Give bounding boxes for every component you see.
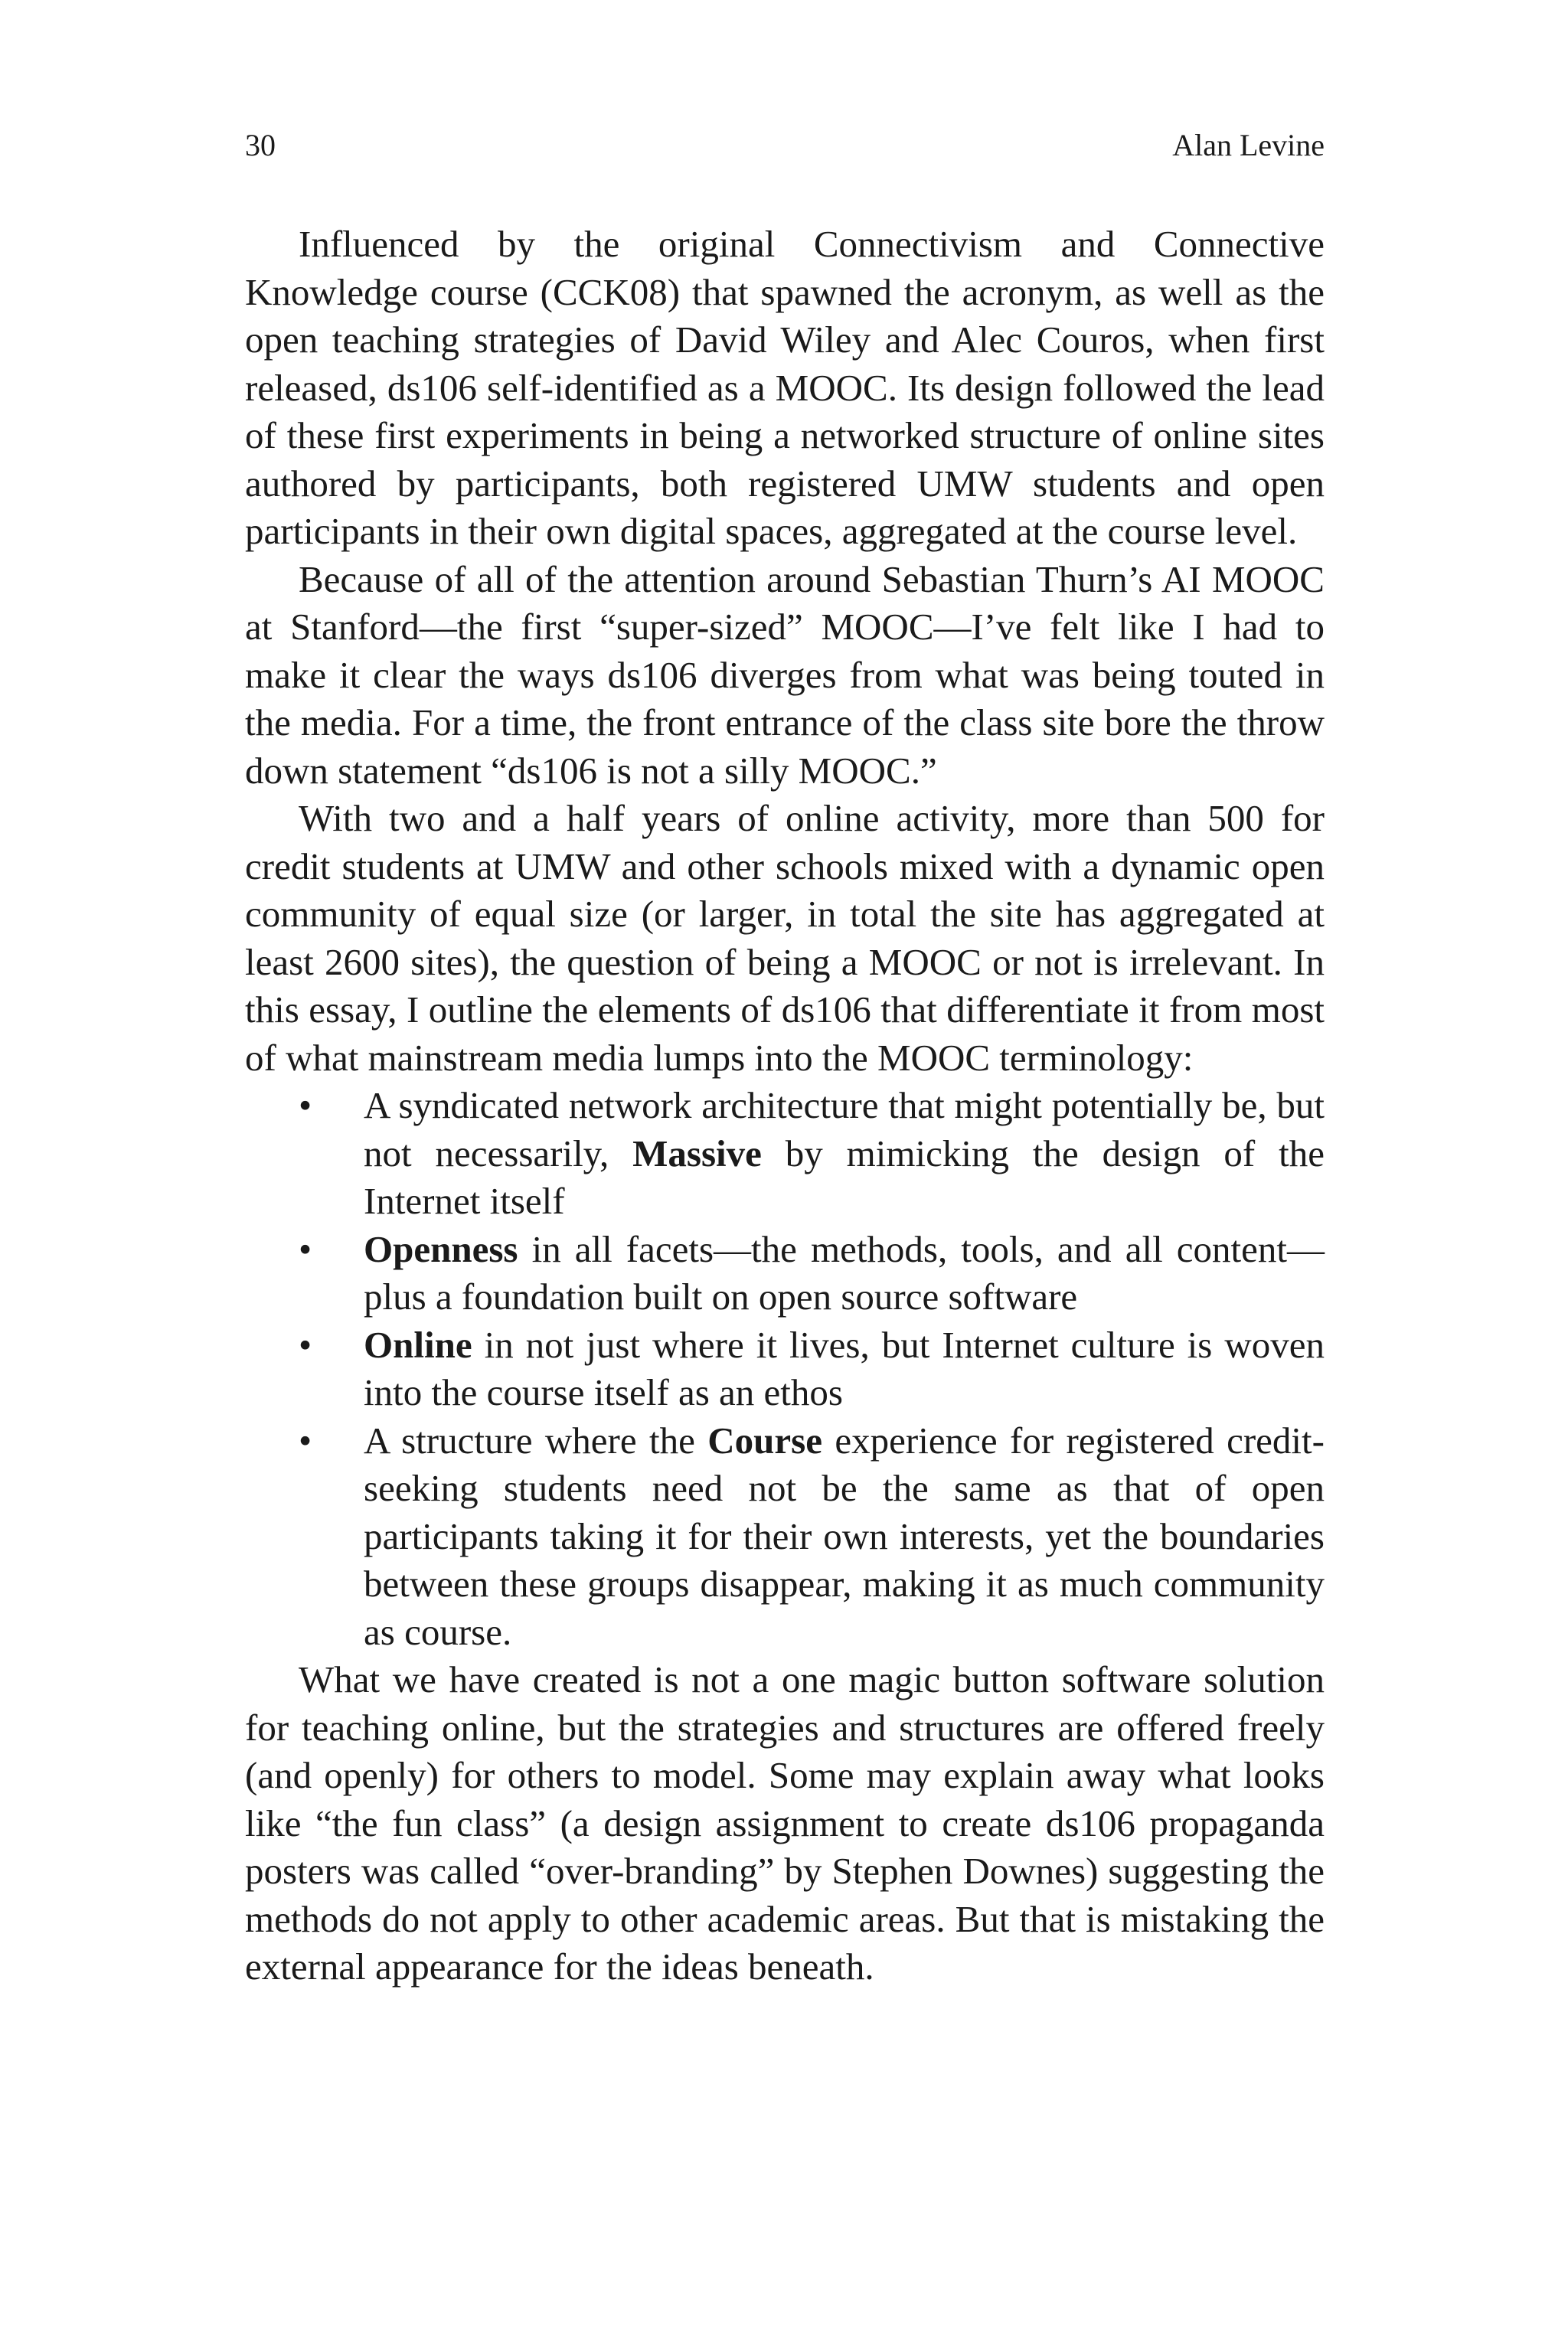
bullet-icon: • bbox=[299, 1323, 312, 1366]
bullet-icon: • bbox=[299, 1084, 312, 1126]
running-head bbox=[245, 122, 1325, 168]
paragraph-2: Because of all of the attention around Sebastian Thurn’s AI MOOC at Stanford—the first “super-sized” MOOC—I’ve felt like I had to make it clear the ways ds106 diverges from what was being touted in the media. For a time, the front entrance of the class site bore the throw down statement “ds106 is not a silly MOOC.” bbox=[245, 557, 1325, 792]
bullet-text: A syndicated network architecture that might potentially be, but not necessarily, bbox=[364, 1084, 1325, 1174]
body-text bbox=[245, 220, 1325, 1991]
bullet-keyword: Online bbox=[364, 1323, 472, 1366]
bullet-item-massive bbox=[299, 1082, 1325, 1226]
page-number: 30 bbox=[245, 128, 276, 162]
bullet-text: in all facets—the methods, tools, and all content—plus a foundation built on open source software bbox=[364, 1227, 1325, 1318]
bullet-item-course bbox=[299, 1417, 1325, 1657]
paragraph-1: Influenced by the original Connectivism and Connective Knowledge course (CCK08) that spawned the acronym, as well as the open teaching strategies of David Wiley and Alec Couros, when first released, ds106 self-identified as a MOOC. Its design followed the lead of these first experiments in being a networked structure of online sites authored by participants, both registered UMW students and open participants in their own digital spaces, aggregated at the course level. bbox=[245, 223, 1325, 552]
bullet-text: in not just where it lives, but Internet culture is woven into the course itself as an ethos bbox=[364, 1323, 1325, 1413]
bullet-text: by mimicking the design of the Internet itself bbox=[364, 1132, 1325, 1222]
bullet-list bbox=[245, 1082, 1325, 1656]
bullet-item-online bbox=[299, 1321, 1325, 1417]
bullet-item-openness bbox=[299, 1226, 1325, 1321]
bullet-text: experience for registered credit-seeking students need not be the same as that of open participants taking it for their own interests, yet the boundaries between these groups disappear, making it as much community as course. bbox=[364, 1419, 1325, 1653]
paragraph-4: What we have created is not a one magic button software solution for teaching online, but the strategies and structures are offered freely (and openly) for others to model. Some may explain away what looks like “the fun class” (a design assignment to create ds106 propaganda posters was called “over-branding” by Stephen Downes) suggesting the methods do not apply to other academic areas. But that is mistaking the external appearance for the ideas beneath. bbox=[245, 1658, 1325, 1988]
paragraph-3: With two and a half years of online activity, more than 500 for credit students at UMW and other schools mixed with a dynamic open community of equal size (or larger, in total the site has aggregated at least 2600 sites), the question of being a MOOC or not is irrelevant. In this essay, I outline the elements of ds106 that differentiate it from most of what mainstream media lumps into the MOOC terminology: bbox=[245, 797, 1325, 1079]
bullet-text: A structure where the bbox=[364, 1419, 708, 1462]
bullet-keyword: Openness bbox=[364, 1227, 518, 1270]
bullet-icon: • bbox=[299, 1227, 312, 1270]
bullet-keyword: Massive bbox=[632, 1132, 762, 1174]
bullet-icon: • bbox=[299, 1419, 312, 1462]
bullet-keyword: Course bbox=[707, 1419, 823, 1462]
running-head-author: Alan Levine bbox=[1172, 128, 1325, 162]
